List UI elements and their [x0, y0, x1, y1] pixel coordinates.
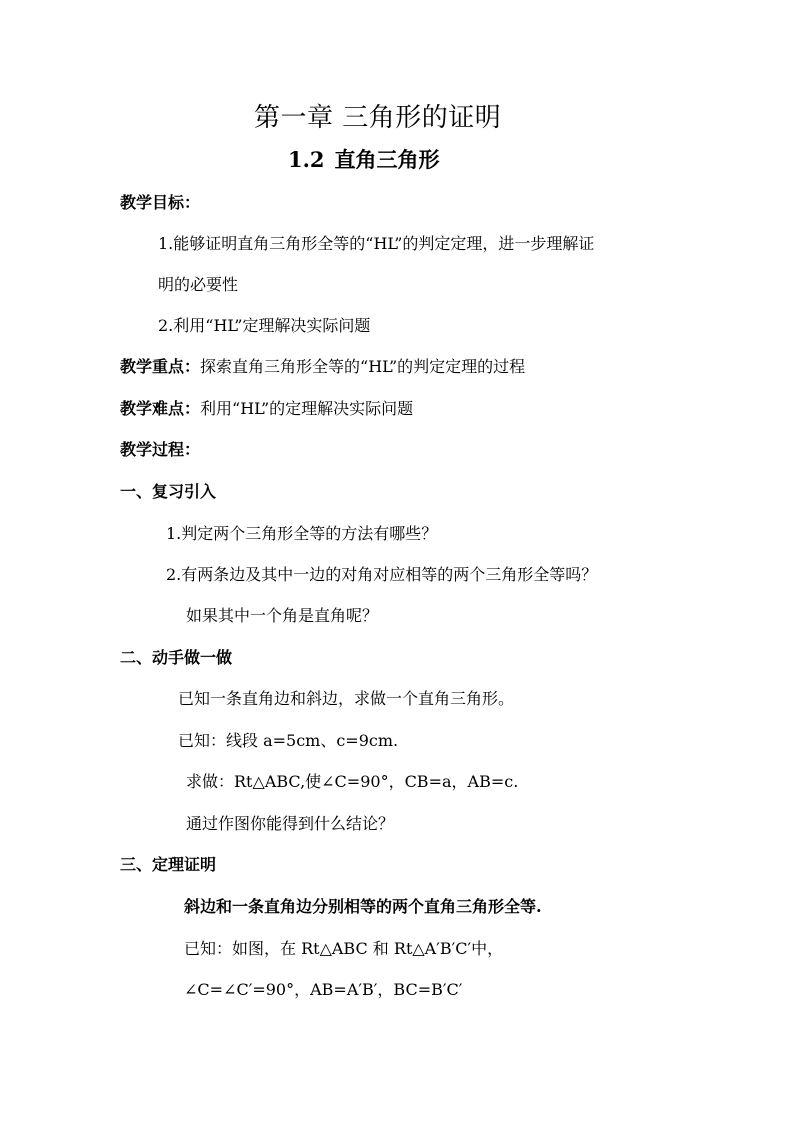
part1-heading: 一、复习引入 — [120, 482, 217, 501]
part2-line-3: 求做：Rt△ABC,使∠C=90°，CB=a，AB=c. — [186, 772, 519, 791]
difficulty-label: 教学难点： — [120, 399, 201, 418]
process-heading: 教学过程： — [120, 440, 201, 459]
difficulty — [120, 399, 413, 419]
given-line-2: ∠C=∠C′=90°，AB=A′B′，BC=B′C′ — [184, 980, 463, 999]
part1-question-2-continued: 如果其中一个角是直角呢？ — [186, 606, 379, 625]
section-number: 1.2 — [288, 147, 325, 172]
section-title — [288, 147, 440, 173]
objective-item-1-line-2: 明的必要性 — [158, 275, 239, 294]
given-line-1: 已知：如图，在 Rt△ABC 和 Rt△A′B′C′中， — [184, 939, 504, 958]
objective-item-2: 2.利用“HL”定理解决实际问题 — [158, 316, 371, 335]
part2-line-2: 已知：线段 a=5cm、c=9cm. — [178, 731, 399, 750]
key-point-text: 探索直角三角形全等的“HL”的判定定理的过程 — [200, 357, 526, 376]
part2-line-4: 通过作图你能得到什么结论？ — [186, 814, 395, 833]
part1-question-1: 1.判定两个三角形全等的方法有哪些？ — [166, 524, 438, 543]
objectives-heading: 教学目标： — [120, 193, 201, 212]
part3-heading: 三、定理证明 — [120, 855, 217, 874]
key-point-label: 教学重点： — [120, 357, 201, 376]
part2-heading: 二、动手做一做 — [120, 648, 233, 667]
part2-line-1: 已知一条直角边和斜边，求做一个直角三角形。 — [178, 689, 515, 708]
section-title-text: 直角三角形 — [334, 147, 440, 172]
chapter-title: 第一章 三角形的证明 — [254, 103, 502, 133]
key-point — [120, 357, 525, 377]
part1-question-2: 2.有两条边及其中一边的对角对应相等的两个三角形全等吗？ — [166, 565, 598, 584]
theorem-statement: 斜边和一条直角边分别相等的两个直角三角形全等. — [184, 897, 542, 916]
objective-item-1-line-1: 1.能够证明直角三角形全等的“HL”的判定定理，进一步理解证 — [158, 234, 595, 253]
difficulty-text: 利用“HL”的定理解决实际问题 — [200, 399, 414, 418]
